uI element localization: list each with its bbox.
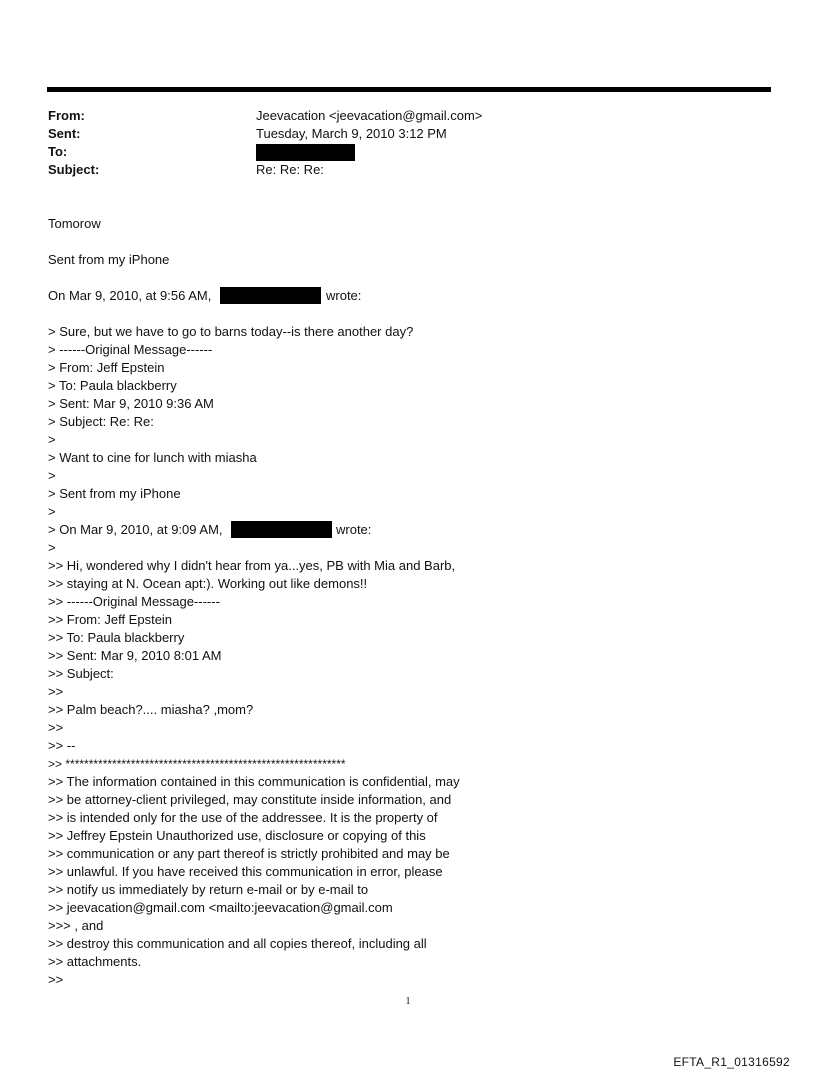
- from-value: Jeevacation <jeevacation@gmail.com>: [256, 108, 483, 123]
- body-line: >> To: Paula blackberry: [48, 630, 185, 645]
- subject-value: Re: Re: Re:: [256, 162, 324, 177]
- body-line: On Mar 9, 2010, at 9:56 AM,: [48, 288, 212, 303]
- body-line: >>: [48, 720, 64, 735]
- body-line: > Sent from my iPhone: [48, 486, 181, 501]
- body-line: >> staying at N. Ocean apt:). Working out like demons!!: [48, 576, 368, 591]
- body-line: > To: Paula blackberry: [48, 378, 177, 393]
- body-line: > Sent: Mar 9, 2010 9:36 AM: [48, 396, 214, 411]
- from-label: From:: [48, 108, 85, 123]
- body-line: > On Mar 9, 2010, at 9:09 AM,: [48, 522, 223, 537]
- sender-redaction: [220, 287, 321, 304]
- body-line: >>: [48, 684, 64, 699]
- body-line: > From: Jeff Epstein: [48, 360, 165, 375]
- body-line: >> unlawful. If you have received this communication in error, please: [48, 864, 443, 879]
- body-line: >> Subject:: [48, 666, 114, 681]
- body-line: >> Jeffrey Epstein Unauthorized use, disclosure or copying of this: [48, 828, 426, 843]
- body-line: >> destroy this communication and all copies thereof, including all: [48, 936, 427, 951]
- body-line: >>> , and: [48, 918, 104, 933]
- body-line: >: [48, 504, 56, 519]
- body-line: wrote:: [336, 522, 372, 537]
- body-line: >> is intended only for the use of the addressee. It is the property of: [48, 810, 438, 825]
- body-line: > ------Original Message------: [48, 342, 213, 357]
- body-line: >>: [48, 972, 64, 987]
- to-label: To:: [48, 144, 68, 159]
- body-line: >> The information contained in this communication is confidential, may: [48, 774, 460, 789]
- body-line: >> jeevacation@gmail.com <mailto:jeevacation@gmail.com: [48, 900, 393, 915]
- body-line: >> ************************************************************: [48, 757, 346, 771]
- body-line: >> be attorney-client privileged, may constitute inside information, and: [48, 792, 452, 807]
- subject-label: Subject:: [48, 162, 100, 177]
- body-line: >> Hi, wondered why I didn't hear from ya...yes, PB with Mia and Barb,: [48, 558, 456, 573]
- body-line: >: [48, 468, 56, 483]
- sent-value: Tuesday, March 9, 2010 3:12 PM: [256, 126, 447, 141]
- body-line: wrote:: [326, 288, 362, 303]
- page-number: 1: [405, 996, 411, 1007]
- body-line: >> communication or any part thereof is strictly prohibited and may be: [48, 846, 450, 861]
- sender-redaction: [231, 521, 332, 538]
- body-line: >> notify us immediately by return e-mail or by e-mail to: [48, 882, 369, 897]
- body-line: > Want to cine for lunch with miasha: [48, 450, 257, 465]
- body-line: >> Palm beach?.... miasha? ,mom?: [48, 702, 254, 717]
- body-line: >: [48, 432, 56, 447]
- to-redaction: [256, 144, 355, 161]
- sent-label: Sent:: [48, 126, 81, 141]
- body-line: >> ------Original Message------: [48, 594, 220, 609]
- header-rule: [47, 87, 771, 92]
- body-line: > Sure, but we have to go to barns today--is there another day?: [48, 324, 414, 339]
- body-line: >: [48, 540, 56, 555]
- body-line: >> From: Jeff Epstein: [48, 612, 173, 627]
- body-line: >> --: [48, 738, 76, 753]
- document-id: EFTA_R1_01316592: [673, 1055, 790, 1069]
- body-line: > Subject: Re: Re:: [48, 414, 154, 429]
- body-line: Tomorow: [48, 216, 101, 231]
- body-line: >> attachments.: [48, 954, 142, 969]
- body-line: >> Sent: Mar 9, 2010 8:01 AM: [48, 648, 222, 663]
- body-line: Sent from my iPhone: [48, 252, 170, 267]
